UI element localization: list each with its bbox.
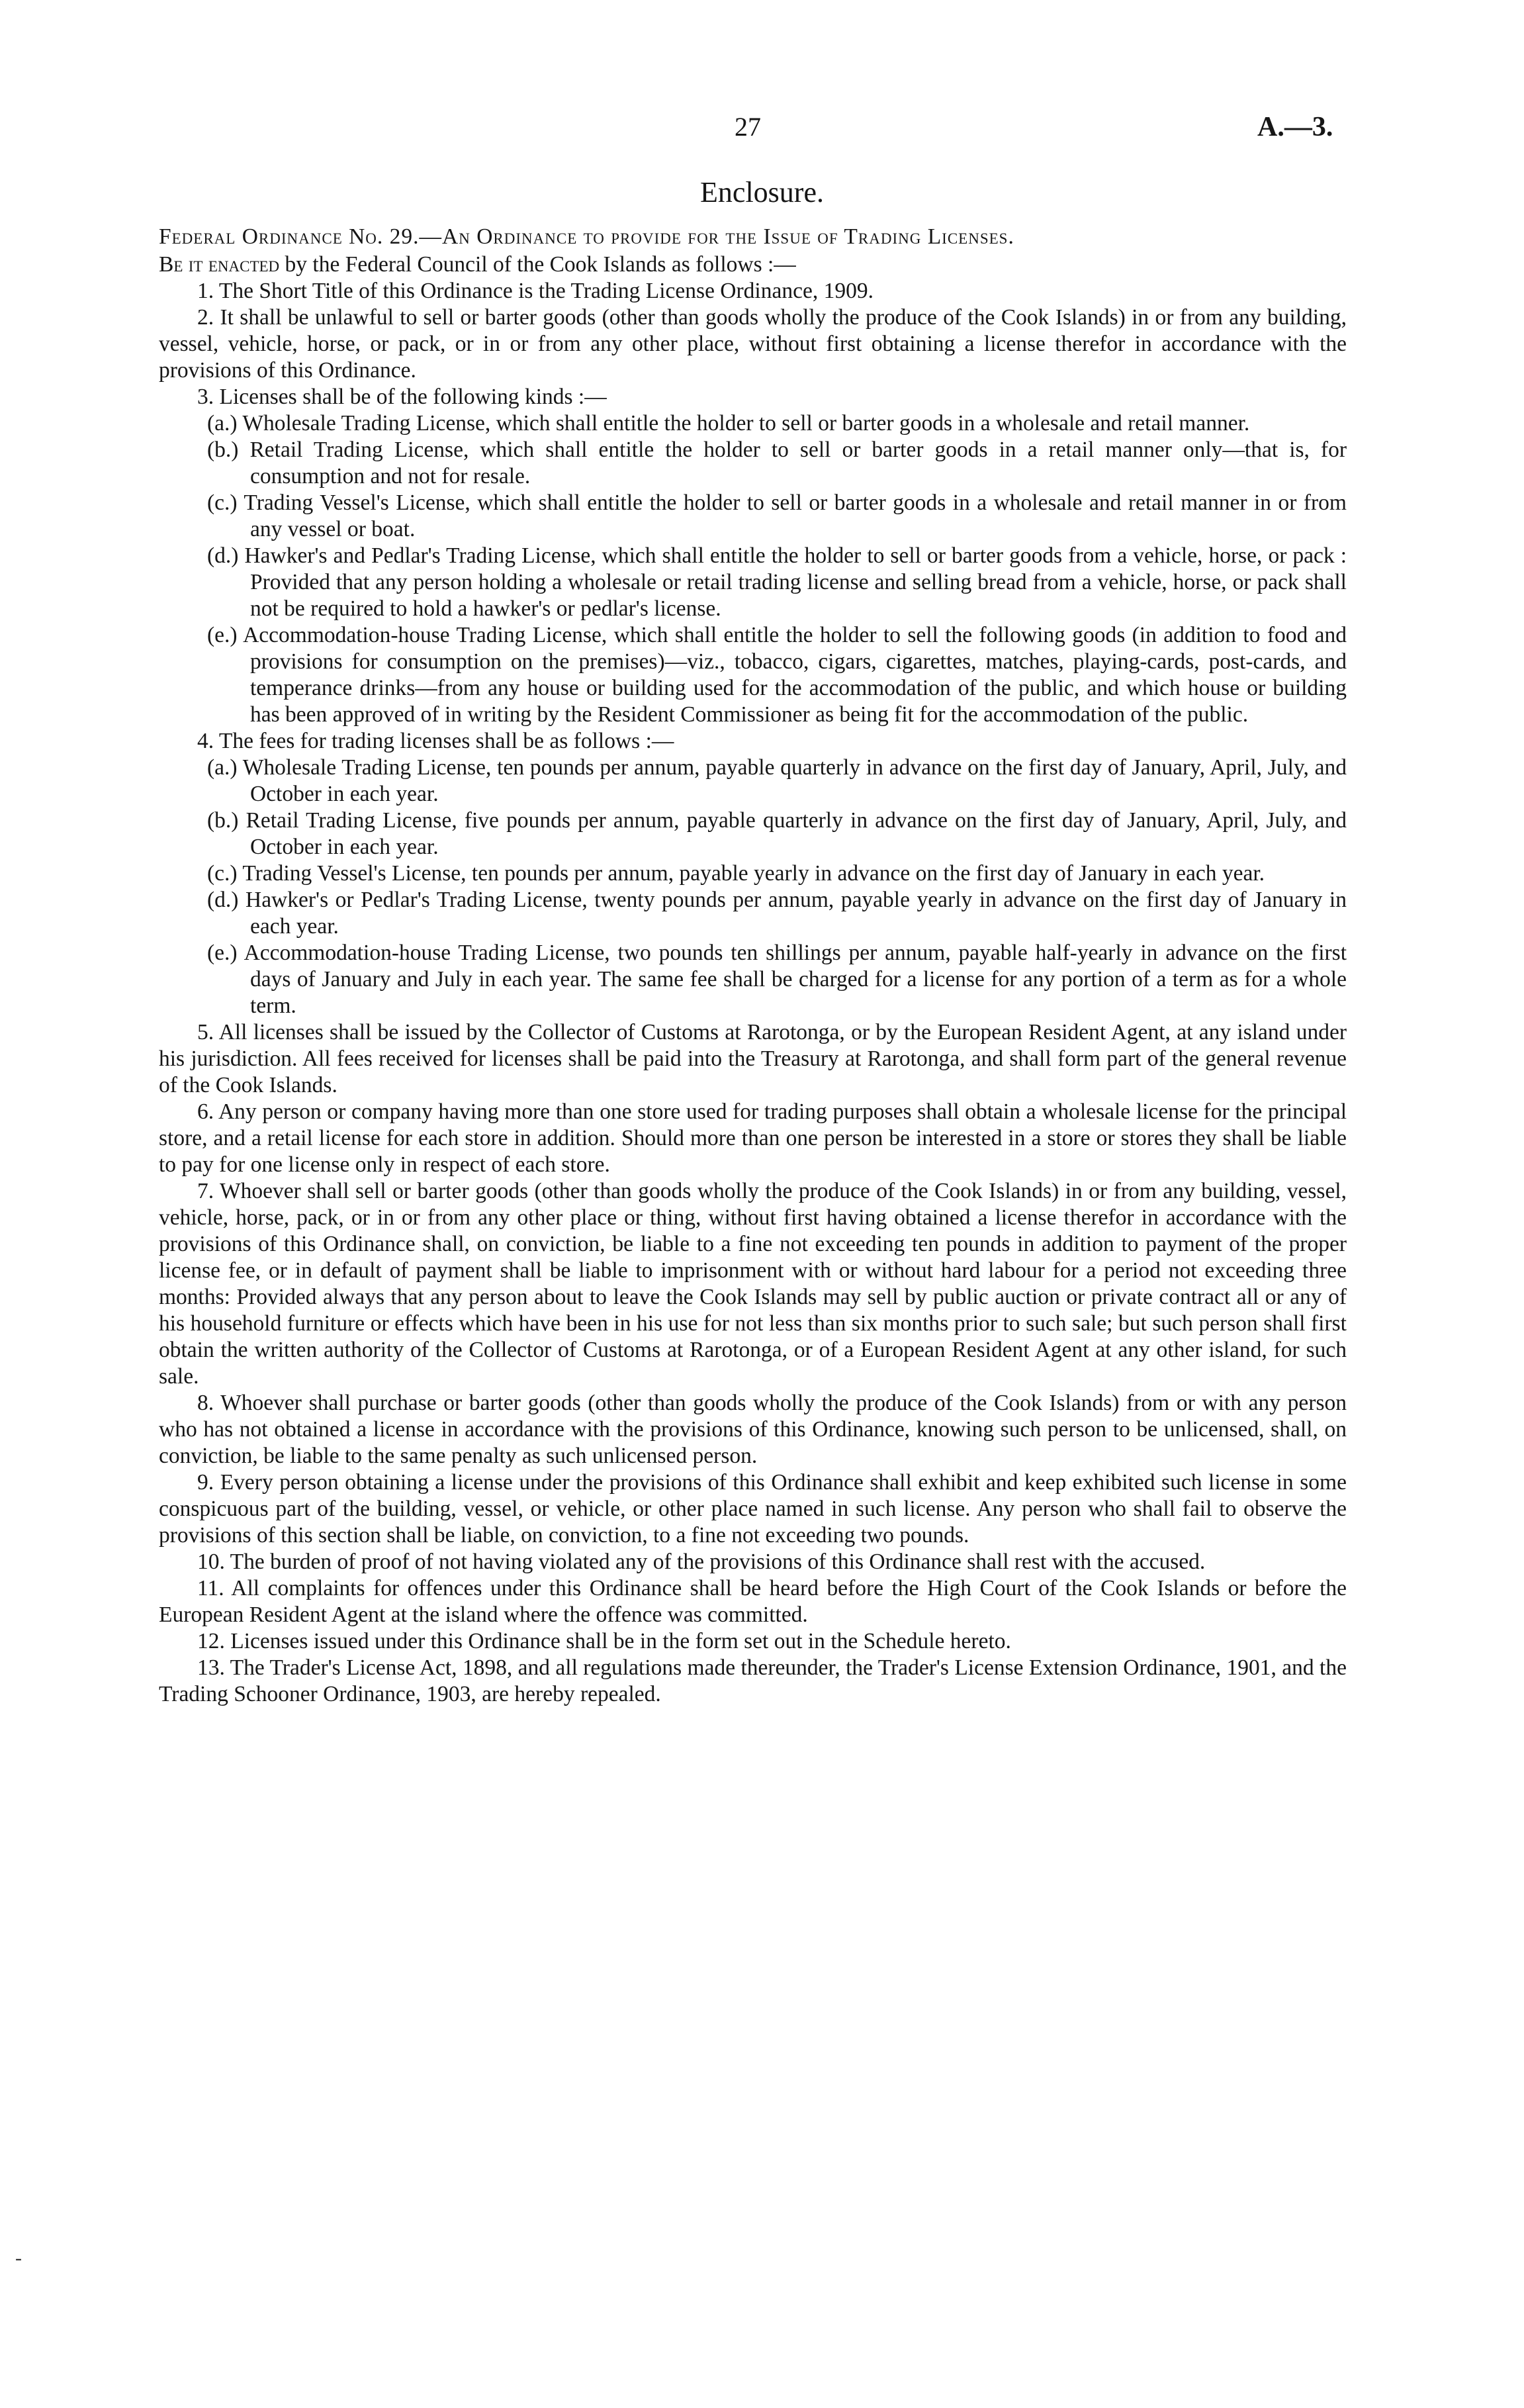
- section-8: 8. Whoever shall purchase or barter goods (other than goods wholly the produce of the Cook Islands) from or with any person who has not obtained a license in accordance with the provisions of this Ordinance, knowing such person to be unlicensed, shall, on conviction, be liable to the same penalty as such unlicensed person.: [159, 1391, 1347, 1468]
- section-3-item-c: (c.) Trading Vessel's License, which shall entitle the holder to sell or barter goods in a wholesale and retail manner in or from any vessel or boat.: [207, 490, 1347, 541]
- section-7: 7. Whoever shall sell or barter goods (other than goods wholly the produce of the Cook Islands) in or from any building, vessel, vehicle, horse, pack, or in or from any other place or thing, without first having obtained a license therefor in accordance with the provisions of this Ordinance shall, on conviction, be liable to a fine not exceeding ten pounds in addition to payment of the proper license fee, or in default of payment shall be liable to imprisonment with or without hard labour for a period not exceeding three months: Provided always that any person about to leave the Cook Islands may sell by public auction or private contract all or any of his household furniture or effects which have been in his use for not less than six months prior to such sale; but such person shall first obtain the written authority of the Collector of Customs at Rarotonga, or of a European Resident Agent at any other island, for such sale.: [159, 1179, 1347, 1389]
- section-1: 1. The Short Title of this Ordinance is the Trading License Ordinance, 1909.: [197, 279, 874, 303]
- section-6: 6. Any person or company having more than one store used for trading purposes shall obtain a wholesale license for the principal store, and a retail license for each store in addition. Should more than one person be interested in a store or stores they shall be liable to pay for one license only in respect of each store.: [159, 1099, 1347, 1177]
- enacting-rest: by the Federal Council of the Cook Islands as follows :—: [279, 252, 796, 277]
- section-12: 12. Licenses issued under this Ordinance shall be in the form set out in the Schedule hereto.: [197, 1629, 1011, 1653]
- section-4-item-b: (b.) Retail Trading License, five pounds per annum, payable quarterly in advance on the first day of January, April, July, and October in each year.: [207, 808, 1347, 859]
- section-13: 13. The Trader's License Act, 1898, and all regulations made thereunder, the Trader's License Extension Ordinance, 1901, and the Trading Schooner Ordinance, 1903, are hereby repealed.: [159, 1655, 1347, 1706]
- section-9: 9. Every person obtaining a license under the provisions of this Ordinance shall exhibit and keep exhibited such license in some conspicuous part of the building, vessel, or vehicle, or other place named in such license. Any person who shall fail to observe the provisions of this section shall be liable, on conviction, to a fine not exceeding two pounds.: [159, 1470, 1347, 1548]
- section-4-item-c: (c.) Trading Vessel's License, ten pounds per annum, payable yearly in advance on the first day of January in each year.: [207, 861, 1265, 886]
- page-reference: A.—3.: [1257, 112, 1333, 142]
- ordinance-body: [159, 224, 1347, 1708]
- section-10: 10. The burden of proof of not having violated any of the provisions of this Ordinance shall rest with the accused.: [197, 1550, 1206, 1574]
- section-3-intro: 3. Licenses shall be of the following kinds :—: [197, 385, 607, 409]
- section-3-item-b: (b.) Retail Trading License, which shall entitle the holder to sell or barter goods in a retail manner only—that is, for consumption and not for resale.: [207, 438, 1347, 488]
- section-2: 2. It shall be unlawful to sell or barter goods (other than goods wholly the produce of the Cook Islands) in or from any building, vessel, vehicle, horse, or pack, or in or from any other place, without first obtaining a license therefor in accordance with the provisions of this Ordinance.: [159, 305, 1347, 383]
- enclosure-heading: Enclosure.: [700, 176, 824, 208]
- section-3-item-a: (a.) Wholesale Trading License, which shall entitle the holder to sell or barter goods in a wholesale and retail manner.: [207, 411, 1250, 436]
- page-number: 27: [735, 112, 761, 142]
- section-11: 11. All complaints for offences under this Ordinance shall be heard before the High Court of the Cook Islands or before the European Resident Agent at the island where the offence was committed.: [159, 1576, 1347, 1627]
- section-4-item-e: (e.) Accommodation-house Trading License, two pounds ten shillings per annum, payable half-yearly in advance on the first days of January and July in each year. The same fee shall be charged for a license for any portion of a term as for a whole term.: [207, 941, 1347, 1018]
- section-3-item-e: (e.) Accommodation-house Trading License, which shall entitle the holder to sell the following goods (in addition to food and provisions for consumption on the premises)—viz., tobacco, cigars, cigarettes, matches, playing-cards, post-cards, and temperance drinks—from any house or building used for the accommodation of the public, and which house or building has been approved of in writing by the Resident Commissioner as being fit for the accommodation of the public.: [207, 623, 1347, 727]
- ordinance-title: Federal Ordinance No. 29.—An Ordinance to provide for the Issue of Trading Licenses.: [159, 224, 1014, 249]
- section-3-item-d: (d.) Hawker's and Pedlar's Trading License, which shall entitle the holder to sell or barter goods from a vehicle, horse, or pack : Provided that any person holding a wholesale or retail trading license and selling bread from a vehicle, horse, or pack shall not be required to hold a hawker's or pedlar's license.: [207, 543, 1347, 621]
- section-5: 5. All licenses shall be issued by the Collector of Customs at Rarotonga, or by the European Resident Agent, at any island under his jurisdiction. All fees received for licenses shall be paid into the Treasury at Rarotonga, and shall form part of the general revenue of the Cook Islands.: [159, 1020, 1347, 1097]
- enacting-clause: [159, 252, 1347, 278]
- margin-mark: -: [15, 2247, 22, 2269]
- section-4-item-d: (d.) Hawker's or Pedlar's Trading License, twenty pounds per annum, payable yearly in advance on the first day of January in each year.: [207, 888, 1347, 939]
- section-4-item-a: (a.) Wholesale Trading License, ten pounds per annum, payable quarterly in advance on the first day of January, April, July, and October in each year.: [207, 755, 1347, 806]
- section-4-intro: 4. The fees for trading licenses shall be as follows :—: [197, 729, 674, 753]
- enacting-lead: Be it enacted: [159, 252, 280, 277]
